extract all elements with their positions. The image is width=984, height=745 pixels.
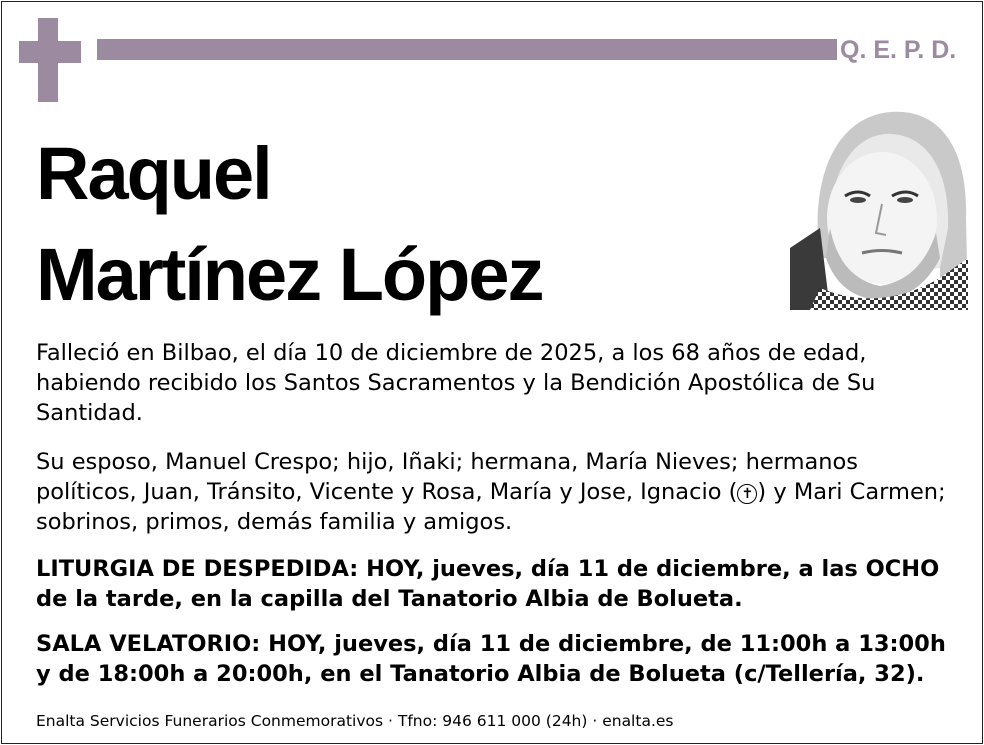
funeral-home-footer: Enalta Servicios Funerarios Conmemorativos · Tfno: 946 611 000 (24h) · enalta.es bbox=[36, 712, 674, 730]
deceased-portrait-photo bbox=[790, 108, 968, 310]
family-paragraph bbox=[36, 447, 961, 537]
cross-icon-bar bbox=[19, 41, 81, 63]
wake-room-paragraph: SALA VELATORIO: HOY, jueves, día 11 de diciembre, de 11:00h a 13:00h y de 18:00h a 20:00h, en el Tanatorio Albia de Bolueta (c/Tellería, 32). bbox=[36, 631, 946, 687]
header-divider-bar bbox=[97, 39, 837, 60]
death-announcement-paragraph: Falleció en Bilbao, el día 10 de diciembre de 2025, a los 68 años de edad, habiendo recibido los Santos Sacramentos y la Bendición Apostólica de Su Santidad. bbox=[36, 340, 876, 426]
liturgy-paragraph: LITURGIA DE DESPEDIDA: HOY, jueves, día 11 de diciembre, a las OCHO de la tarde, en la capilla del Tanatorio Albia de Bolueta. bbox=[36, 556, 940, 612]
deceased-surnames: Martínez López bbox=[36, 233, 543, 316]
deceased-first-name: Raquel bbox=[36, 132, 271, 215]
family-text-start: Su esposo, Manuel Crespo; hijo, Iñaki; hermana, María Nieves; hermanos políticos, Juan, Tránsito, Vicente y Rosa, María y Jose, Ignacio ( bbox=[36, 449, 859, 505]
family-text-end: ) y Mari Carmen; sobrinos, primos, demás familia y amigos. bbox=[36, 479, 946, 535]
deceased-cross-icon: ✝ bbox=[737, 484, 757, 504]
qepd-label: Q. E. P. D. bbox=[840, 36, 957, 64]
